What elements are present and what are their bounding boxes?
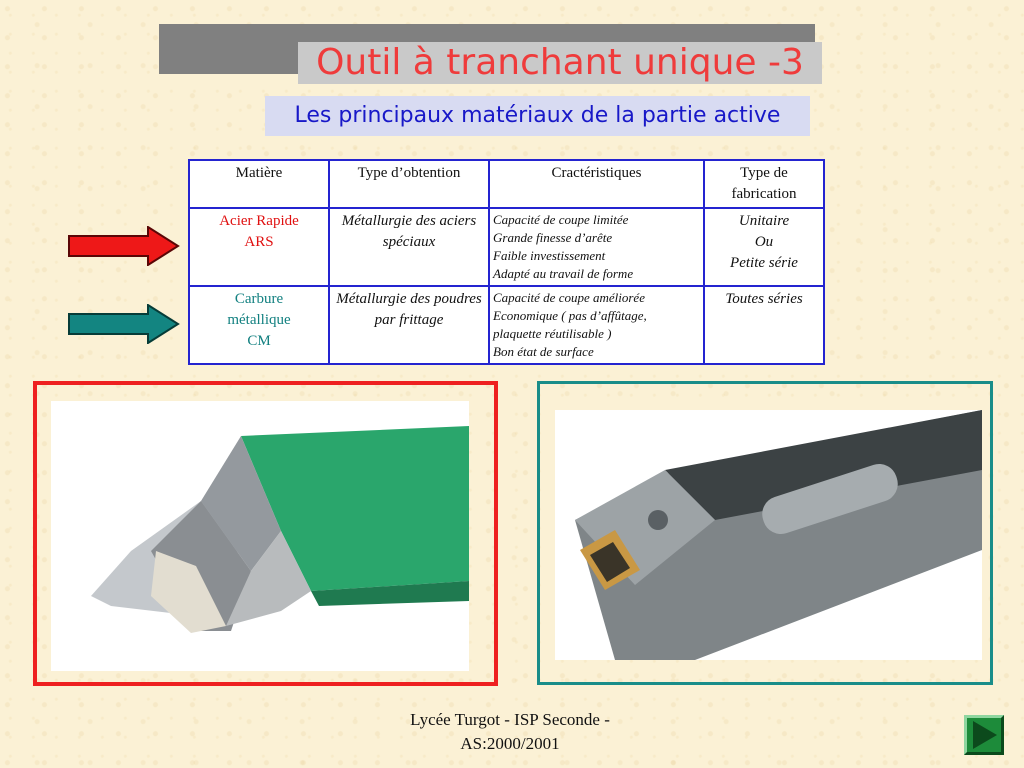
column-header: Cractéristiques: [489, 160, 704, 208]
table-row: [189, 208, 824, 286]
ars-tool-photo: [51, 401, 469, 671]
table-row: [189, 286, 824, 364]
footer-line: Lycée Turgot - ISP Seconde -: [410, 710, 610, 729]
characteristic-line: Bon état de surface: [493, 344, 594, 359]
column-header: Type d’obtention: [329, 160, 489, 208]
characteristic-line: plaquette réutilisable ): [493, 326, 612, 341]
material-cell: [189, 286, 329, 364]
materials-table: [188, 159, 825, 365]
slide-title: Outil à tranchant unique -3: [298, 42, 822, 84]
characteristics-cell: [489, 286, 704, 364]
obtention-cell: Métallurgie des poudres par frittage: [329, 286, 489, 364]
characteristic-line: Grande finesse d’arête: [493, 230, 613, 245]
arrow-right-icon: [68, 304, 180, 344]
play-next-icon: [967, 718, 1001, 752]
fabrication-line: Unitaire: [738, 213, 790, 229]
fabrication-line: Petite série: [730, 255, 798, 271]
obtention-cell: Métallurgie des aciers spéciaux: [329, 208, 489, 286]
material-cell: [189, 208, 329, 286]
fabrication-cell: [704, 208, 824, 286]
characteristic-line: Adapté au travail de forme: [493, 266, 634, 281]
slide-subtitle: Les principaux matériaux de la partie active: [265, 96, 810, 136]
fabrication-cell: [704, 286, 824, 364]
footer: [380, 708, 640, 756]
next-slide-button[interactable]: [964, 715, 1004, 755]
footer-line: AS:2000/2001: [460, 734, 560, 753]
arrow-right-icon: [68, 226, 180, 266]
fabrication-line: Ou: [754, 234, 774, 250]
characteristics-cell: [489, 208, 704, 286]
material-line: métallique: [227, 312, 291, 328]
material-line: Carbure: [234, 291, 284, 307]
characteristic-line: Faible investissement: [493, 248, 606, 263]
fabrication-line: Toutes séries: [725, 291, 803, 307]
column-header: Type de fabrication: [704, 160, 824, 208]
material-line: ARS: [244, 234, 274, 250]
characteristic-line: Capacité de coupe limitée: [493, 212, 629, 227]
table-header-row: [189, 160, 824, 208]
column-header: Matière: [189, 160, 329, 208]
characteristic-line: Capacité de coupe améliorée: [493, 290, 645, 305]
material-line: CM: [247, 333, 271, 349]
characteristic-line: Economique ( pas d’affûtage,: [493, 308, 647, 323]
material-line: Acier Rapide: [219, 213, 299, 229]
cm-tool-photo: [555, 410, 982, 660]
